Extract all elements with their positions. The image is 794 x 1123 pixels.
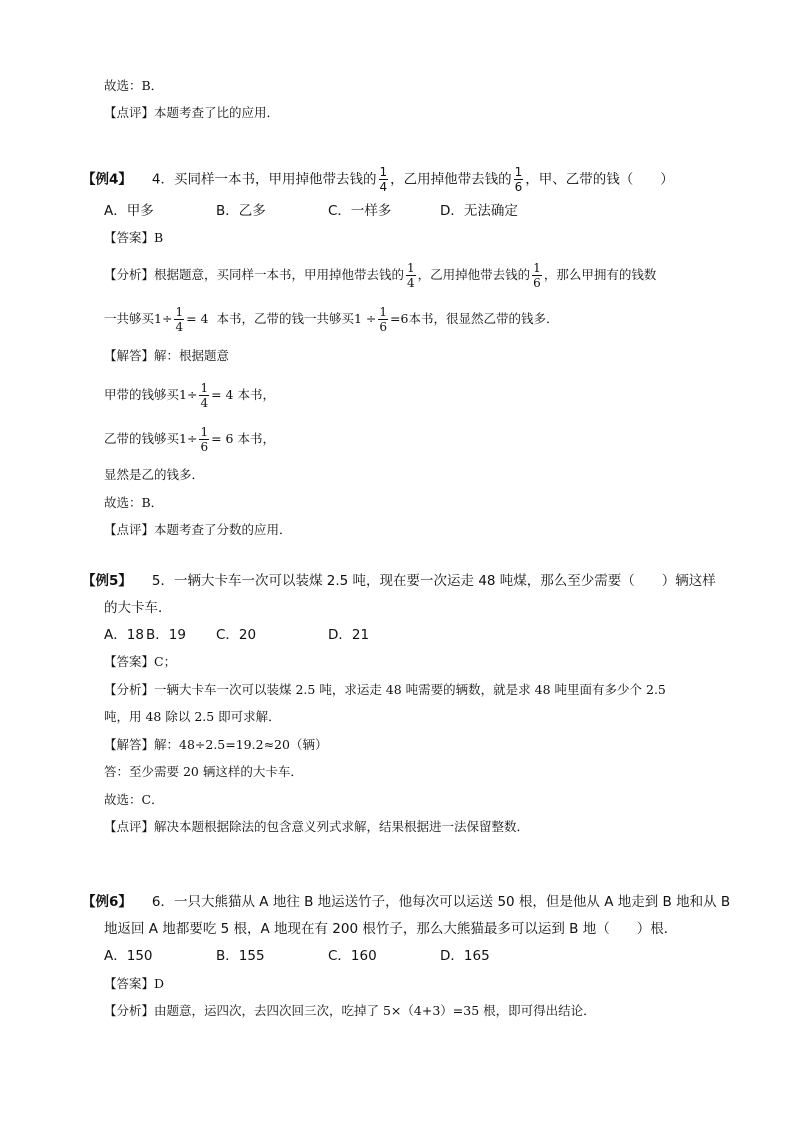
ex5-solve: 【解答】解：48÷2.5=19.2≈20（辆）	[104, 737, 328, 752]
ex4-comment: 【点评】本题考查了分数的应用．	[104, 522, 292, 537]
ex5-analysis-line2: 吨，用 48 除以 2.5 即可求解．	[104, 709, 281, 724]
ex4-yi-line: 乙带的钱够买1÷ $\frac{1}{6}$ = 6 本书，	[104, 425, 275, 454]
ex5-question-line2: 的大卡车．	[104, 600, 172, 616]
ex4-choose: 故选：B．	[104, 495, 164, 510]
ex6-analysis: 【分析】由题意，运四次，去四次回三次，吃掉了 5×（4+3）=35 根，即可得出结论．	[104, 1003, 596, 1018]
ex4-q-a: 4．买同样一本书，甲用掉他带去钱的	[151, 171, 377, 188]
ex4-q-b: ，乙用掉他带去钱的	[390, 171, 512, 188]
fraction-one-quarter: $\frac{1}{4}$	[175, 305, 184, 334]
ex6-question: 【例6】 6．一只大熊猫从 A 地往 B 地运送竹子，他每次可以运送 50 根，但是他从 A 地走到 B 地和从 B	[82, 894, 731, 910]
fraction-one-sixth: $\frac{1}{6}$	[379, 305, 388, 334]
ex4-analysis-line2: 一共够买1÷ $\frac{1}{4}$ = 4 本书，乙带的钱一共够买1 ÷ $\frac{1}{6}$ =6本书，很显然乙带的钱多．	[104, 305, 559, 334]
ex4-q-c: ，甲、乙带的钱（ ）	[525, 171, 674, 188]
ex6-option-d: D．165	[440, 948, 490, 964]
ex5-option-c: C．20	[216, 627, 257, 643]
ex5-question: 【例5】 5．一辆大卡车一次可以装煤 2.5 吨，现在要一次运走 48 吨煤，那么至少需要（ ）辆这样	[82, 573, 716, 589]
fraction-one-sixth: $\frac{1}{6}$	[514, 165, 523, 194]
ex5-reply: 答：至少需要 20 辆这样的大卡车．	[104, 764, 303, 779]
fraction-one-quarter: $\frac{1}{4}$	[379, 165, 388, 194]
ex5-option-a: A．18	[104, 627, 144, 643]
ex4-solve: 【解答】解：根据题意	[104, 348, 230, 363]
ex6-option-b: B．155	[216, 948, 265, 964]
ex4-tag: 【例4】	[82, 171, 132, 188]
ex4-analysis: 【分析】根据题意，买同样一本书，甲用掉他带去钱的 $\frac{1}{4}$ ，乙用掉他带去钱的 $\frac{1}{6}$ ，那么甲拥有的钱数	[104, 261, 657, 290]
ex3-choose: 故选：B．	[104, 78, 164, 93]
ex4-option-d: D．无法确定	[440, 203, 518, 219]
ex5-answer: 【答案】C；	[104, 654, 177, 669]
ex5-tag: 【例5】	[82, 573, 132, 589]
fraction-one-quarter: $\frac{1}{4}$	[407, 261, 415, 290]
ex4-conclusion: 显然是乙的钱多．	[104, 467, 205, 482]
fraction-one-sixth: $\frac{1}{6}$	[533, 261, 541, 290]
ex6-tag: 【例6】	[82, 894, 132, 910]
ex4-jia-line: 甲带的钱够买1÷ $\frac{1}{4}$ = 4 本书，	[104, 381, 275, 410]
ex6-option-a: A．150	[104, 948, 153, 964]
ex4-option-a: A．甲多	[104, 203, 154, 219]
ex6-option-c: C．160	[328, 948, 377, 964]
ex5-option-d: D．21	[328, 627, 370, 643]
ex4-question	[82, 166, 674, 193]
ex4-answer: 【答案】B	[104, 230, 164, 245]
fraction-one-sixth: $\frac{1}{6}$	[200, 425, 209, 454]
ex6-question-line2: 地返回 A 地都要吃 5 根，A 地现在有 200 根竹子，那么大熊猫最多可以运到 B 地（ ）根．	[104, 921, 678, 937]
ex6-answer: 【答案】D	[104, 976, 165, 991]
ex5-option-b: B．19	[146, 627, 186, 643]
ex5-choose: 故选：C．	[104, 792, 164, 807]
ex4-option-c: C．一样多	[328, 203, 392, 219]
ex5-comment: 【点评】解决本题根据除法的包含意义列式求解，结果根据进一法保留整数．	[104, 819, 530, 834]
ex3-comment: 【点评】本题考查了比的应用．	[104, 105, 280, 120]
ex4-option-b: B．乙多	[216, 203, 266, 219]
ex5-analysis: 【分析】一辆大卡车一次可以装煤 2.5 吨，求运走 48 吨需要的辆数，就是求 48 吨里面有多少个 2.5	[104, 682, 666, 697]
fraction-one-quarter: $\frac{1}{4}$	[200, 381, 209, 410]
